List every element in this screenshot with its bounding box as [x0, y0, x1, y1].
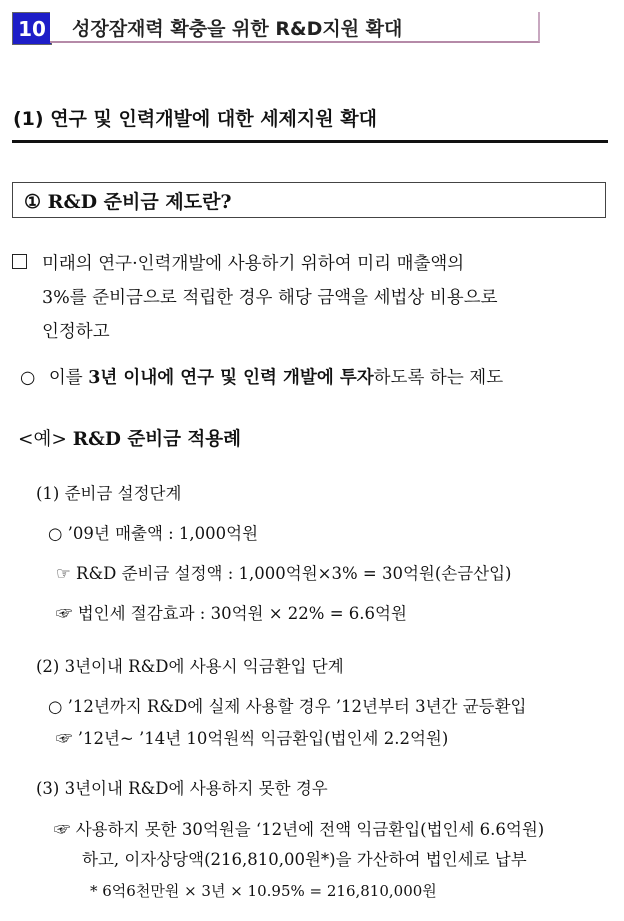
- example-heading-title: R&D 준비금 적용례: [72, 429, 241, 450]
- circle-bullet-icon: ○: [20, 368, 36, 388]
- step-3-title: (3) 3년이내 R&D에 사용하지 못한 경우: [36, 779, 328, 798]
- main-bullet-line-1: 미래의 연구·인력개발에 사용하기 위하여 미리 매출액의: [42, 254, 465, 274]
- main-bullet-line-2: 3%를 준비금으로 적립한 경우 해당 금액을 세법상 비용으로: [42, 288, 498, 308]
- main-bullet-line-3: 인정하고: [42, 322, 110, 342]
- step-2-finger-item-1: ☞ ’12년~ ’14년 10억원씩 익금환입(법인세 2.2억원): [56, 729, 449, 748]
- subsection-title: (1) 연구 및 인력개발에 대한 세제지원 확대: [13, 108, 377, 130]
- step-1-finger-item-1: ☞ R&D 준비금 설정액 : 1,000억원×3% = 30억원(손금산입): [56, 564, 512, 583]
- section-number-badge: 10: [12, 12, 52, 45]
- subsection-rule: [12, 140, 608, 143]
- example-heading-prefix: <예>: [18, 429, 73, 450]
- sub-bullet-bold: 3년 이내에 연구 및 인력 개발에 투자: [88, 368, 374, 388]
- step-1-title: (1) 준비금 설정단계: [36, 484, 182, 503]
- step-1-finger-item-2: ☞ 법인세 절감효과 : 30억원 × 22% = 6.6억원: [56, 604, 407, 623]
- step-3-finger-line-1: ☞ 사용하지 못한 30억원을 ‘12년에 전액 익금환입(법인세 6.6억원): [54, 820, 545, 839]
- sub-bullet-pre: 이를: [48, 368, 89, 388]
- example-heading: [18, 425, 241, 451]
- section-title: 성장잠재력 확충을 위한 R&D지원 확대: [72, 18, 403, 40]
- step-3-finger-line-2: 하고, 이자상당액(216,810,00원*)을 가산하여 법인세로 납부: [82, 850, 527, 869]
- sub-bullet-post: 하도록 하는 제도: [373, 368, 504, 388]
- step-2-circle-item: ○ ’12년까지 R&D에 실제 사용할 경우 ’12년부터 3년간 균등환입: [48, 697, 527, 716]
- sub-bullet: [20, 364, 503, 389]
- question-text: ① R&D 준비금 제도란?: [24, 191, 232, 213]
- step-2-title: (2) 3년이내 R&D에 사용시 익금환입 단계: [36, 657, 344, 676]
- step-1-circle-item: ○ ’09년 매출액 : 1,000억원: [48, 524, 259, 543]
- step-3-footnote: * 6억6천만원 × 3년 × 10.95% = 216,810,000원: [90, 882, 437, 900]
- square-bullet-icon: [12, 254, 27, 269]
